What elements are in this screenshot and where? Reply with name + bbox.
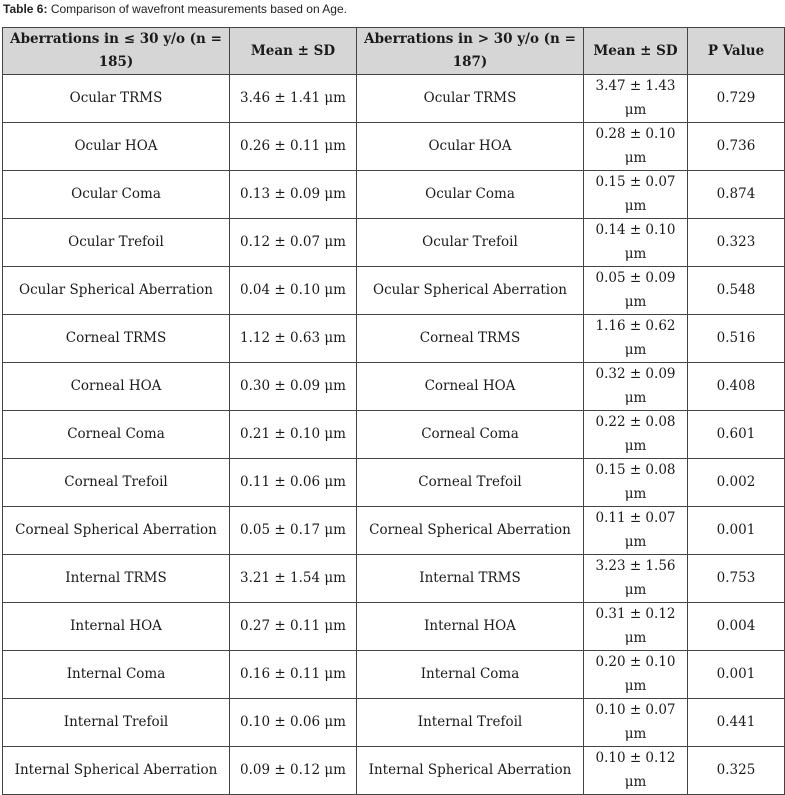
mean-sd-old-unit: μm bbox=[624, 485, 647, 502]
mean-sd-old-value: 0.15 ± 0.08 bbox=[595, 462, 676, 478]
mean-sd-young-cell: 0.05 ± 0.17 μm bbox=[230, 507, 357, 555]
mean-sd-old-unit: μm bbox=[624, 533, 647, 550]
mean-sd-old-value: 0.11 ± 0.07 bbox=[595, 510, 676, 526]
mean-sd-old-cell bbox=[584, 411, 688, 459]
mean-sd-old-unit: μm bbox=[624, 149, 647, 166]
mean-sd-old-value: 0.28 ± 0.10 bbox=[595, 126, 676, 142]
aberration-old-cell: Ocular TRMS bbox=[357, 75, 584, 123]
aberration-young-cell: Internal TRMS bbox=[3, 555, 230, 603]
mean-sd-old-value: 0.15 ± 0.07 bbox=[595, 174, 676, 190]
header-p-value: P Value bbox=[688, 28, 785, 75]
p-value-cell: 0.874 bbox=[688, 171, 785, 219]
header-mean-sd-young: Mean ± SD bbox=[230, 28, 357, 75]
mean-sd-young-cell: 3.46 ± 1.41 μm bbox=[230, 75, 357, 123]
mean-sd-young-cell: 0.04 ± 0.10 μm bbox=[230, 267, 357, 315]
table-row bbox=[3, 603, 785, 651]
mean-sd-old-value: 0.32 ± 0.09 bbox=[595, 366, 676, 382]
aberration-young-cell: Corneal TRMS bbox=[3, 315, 230, 363]
mean-sd-old-value: 0.14 ± 0.10 bbox=[595, 222, 676, 238]
mean-sd-old-cell bbox=[584, 75, 688, 123]
header-mean-sd-old: Mean ± SD bbox=[584, 28, 688, 75]
mean-sd-old-cell bbox=[584, 219, 688, 267]
p-value-cell: 0.548 bbox=[688, 267, 785, 315]
table-row bbox=[3, 75, 785, 123]
mean-sd-old-unit: μm bbox=[624, 293, 647, 310]
table-row bbox=[3, 267, 785, 315]
aberration-young-cell: Ocular Trefoil bbox=[3, 219, 230, 267]
mean-sd-old-cell bbox=[584, 267, 688, 315]
mean-sd-young-cell: 0.21 ± 0.10 μm bbox=[230, 411, 357, 459]
mean-sd-young-cell: 0.12 ± 0.07 μm bbox=[230, 219, 357, 267]
aberration-young-cell: Ocular TRMS bbox=[3, 75, 230, 123]
p-value-cell: 0.325 bbox=[688, 747, 785, 795]
aberration-young-cell: Ocular HOA bbox=[3, 123, 230, 171]
table-row bbox=[3, 123, 785, 171]
aberration-old-cell: Ocular Trefoil bbox=[357, 219, 584, 267]
mean-sd-young-cell: 0.30 ± 0.09 μm bbox=[230, 363, 357, 411]
header-aberrations-young: Aberrations in ≤ 30 y/o (n = 185) bbox=[3, 28, 230, 75]
table-row bbox=[3, 651, 785, 699]
aberration-young-cell: Ocular Coma bbox=[3, 171, 230, 219]
aberration-young-cell: Corneal Spherical Aberration bbox=[3, 507, 230, 555]
table-row bbox=[3, 363, 785, 411]
aberration-old-cell: Corneal Spherical Aberration bbox=[357, 507, 584, 555]
mean-sd-old-value: 0.20 ± 0.10 bbox=[595, 654, 676, 670]
mean-sd-old-cell bbox=[584, 507, 688, 555]
mean-sd-old-unit: μm bbox=[624, 341, 647, 358]
aberration-young-cell: Internal Spherical Aberration bbox=[3, 747, 230, 795]
mean-sd-old-value: 3.23 ± 1.56 bbox=[595, 558, 676, 574]
aberration-young-cell: Corneal HOA bbox=[3, 363, 230, 411]
mean-sd-young-cell: 0.26 ± 0.11 μm bbox=[230, 123, 357, 171]
mean-sd-young-cell: 0.16 ± 0.11 μm bbox=[230, 651, 357, 699]
aberration-old-cell: Ocular HOA bbox=[357, 123, 584, 171]
table-row bbox=[3, 747, 785, 795]
table-row bbox=[3, 315, 785, 363]
mean-sd-young-cell: 0.11 ± 0.06 μm bbox=[230, 459, 357, 507]
mean-sd-old-unit: μm bbox=[624, 629, 647, 646]
p-value-cell: 0.753 bbox=[688, 555, 785, 603]
mean-sd-old-cell bbox=[584, 315, 688, 363]
mean-sd-young-cell: 0.09 ± 0.12 μm bbox=[230, 747, 357, 795]
p-value-cell: 0.516 bbox=[688, 315, 785, 363]
p-value-cell: 0.736 bbox=[688, 123, 785, 171]
mean-sd-old-cell bbox=[584, 459, 688, 507]
mean-sd-old-cell bbox=[584, 699, 688, 747]
p-value-cell: 0.001 bbox=[688, 651, 785, 699]
mean-sd-old-cell bbox=[584, 603, 688, 651]
mean-sd-old-cell bbox=[584, 651, 688, 699]
mean-sd-old-value: 0.10 ± 0.07 bbox=[595, 702, 676, 718]
aberration-young-cell: Corneal Trefoil bbox=[3, 459, 230, 507]
mean-sd-young-cell: 0.10 ± 0.06 μm bbox=[230, 699, 357, 747]
table-row bbox=[3, 507, 785, 555]
mean-sd-old-value: 3.47 ± 1.43 bbox=[595, 78, 676, 94]
mean-sd-old-cell bbox=[584, 555, 688, 603]
p-value-cell: 0.323 bbox=[688, 219, 785, 267]
aberration-old-cell: Ocular Spherical Aberration bbox=[357, 267, 584, 315]
mean-sd-old-unit: μm bbox=[624, 725, 647, 742]
aberration-old-cell: Corneal Trefoil bbox=[357, 459, 584, 507]
aberration-young-cell: Internal Coma bbox=[3, 651, 230, 699]
mean-sd-old-value: 0.22 ± 0.08 bbox=[595, 414, 676, 430]
mean-sd-young-cell: 1.12 ± 0.63 μm bbox=[230, 315, 357, 363]
mean-sd-young-cell: 0.27 ± 0.11 μm bbox=[230, 603, 357, 651]
caption-label: Table 6: bbox=[3, 2, 48, 16]
aberration-old-cell: Internal TRMS bbox=[357, 555, 584, 603]
mean-sd-old-cell bbox=[584, 747, 688, 795]
mean-sd-old-cell bbox=[584, 363, 688, 411]
aberration-young-cell: Internal Trefoil bbox=[3, 699, 230, 747]
mean-sd-old-unit: μm bbox=[624, 245, 647, 262]
p-value-cell: 0.729 bbox=[688, 75, 785, 123]
aberration-young-cell: Ocular Spherical Aberration bbox=[3, 267, 230, 315]
p-value-cell: 0.408 bbox=[688, 363, 785, 411]
table-caption bbox=[3, 2, 347, 16]
aberration-young-cell: Corneal Coma bbox=[3, 411, 230, 459]
p-value-cell: 0.004 bbox=[688, 603, 785, 651]
aberration-old-cell: Internal Spherical Aberration bbox=[357, 747, 584, 795]
mean-sd-old-unit: μm bbox=[624, 677, 647, 694]
mean-sd-old-value: 0.10 ± 0.12 bbox=[595, 750, 676, 766]
table-body bbox=[3, 75, 785, 795]
mean-sd-old-unit: μm bbox=[624, 389, 647, 406]
table-row bbox=[3, 171, 785, 219]
table-row bbox=[3, 555, 785, 603]
table-row bbox=[3, 459, 785, 507]
mean-sd-old-unit: μm bbox=[624, 581, 647, 598]
table-row bbox=[3, 411, 785, 459]
aberration-old-cell: Corneal HOA bbox=[357, 363, 584, 411]
aberration-old-cell: Corneal Coma bbox=[357, 411, 584, 459]
aberration-old-cell: Internal Trefoil bbox=[357, 699, 584, 747]
mean-sd-old-cell bbox=[584, 123, 688, 171]
mean-sd-old-unit: μm bbox=[624, 437, 647, 454]
mean-sd-old-unit: μm bbox=[624, 773, 647, 790]
table-row bbox=[3, 699, 785, 747]
aberration-old-cell: Ocular Coma bbox=[357, 171, 584, 219]
p-value-cell: 0.001 bbox=[688, 507, 785, 555]
aberration-old-cell: Corneal TRMS bbox=[357, 315, 584, 363]
caption-text: Comparison of wavefront measurements based on Age. bbox=[50, 2, 347, 16]
p-value-cell: 0.002 bbox=[688, 459, 785, 507]
p-value-cell: 0.601 bbox=[688, 411, 785, 459]
aberration-young-cell: Internal HOA bbox=[3, 603, 230, 651]
header-aberrations-old: Aberrations in > 30 y/o (n = 187) bbox=[357, 28, 584, 75]
aberration-old-cell: Internal Coma bbox=[357, 651, 584, 699]
wavefront-table bbox=[2, 27, 785, 795]
mean-sd-young-cell: 0.13 ± 0.09 μm bbox=[230, 171, 357, 219]
mean-sd-old-value: 1.16 ± 0.62 bbox=[595, 318, 676, 334]
header-row bbox=[3, 28, 785, 75]
mean-sd-old-value: 0.31 ± 0.12 bbox=[595, 606, 676, 622]
mean-sd-young-cell: 3.21 ± 1.54 μm bbox=[230, 555, 357, 603]
mean-sd-old-cell bbox=[584, 171, 688, 219]
mean-sd-old-value: 0.05 ± 0.09 bbox=[595, 270, 676, 286]
aberration-old-cell: Internal HOA bbox=[357, 603, 584, 651]
mean-sd-old-unit: μm bbox=[624, 197, 647, 214]
p-value-cell: 0.441 bbox=[688, 699, 785, 747]
mean-sd-old-unit: μm bbox=[624, 101, 647, 118]
table-row bbox=[3, 219, 785, 267]
